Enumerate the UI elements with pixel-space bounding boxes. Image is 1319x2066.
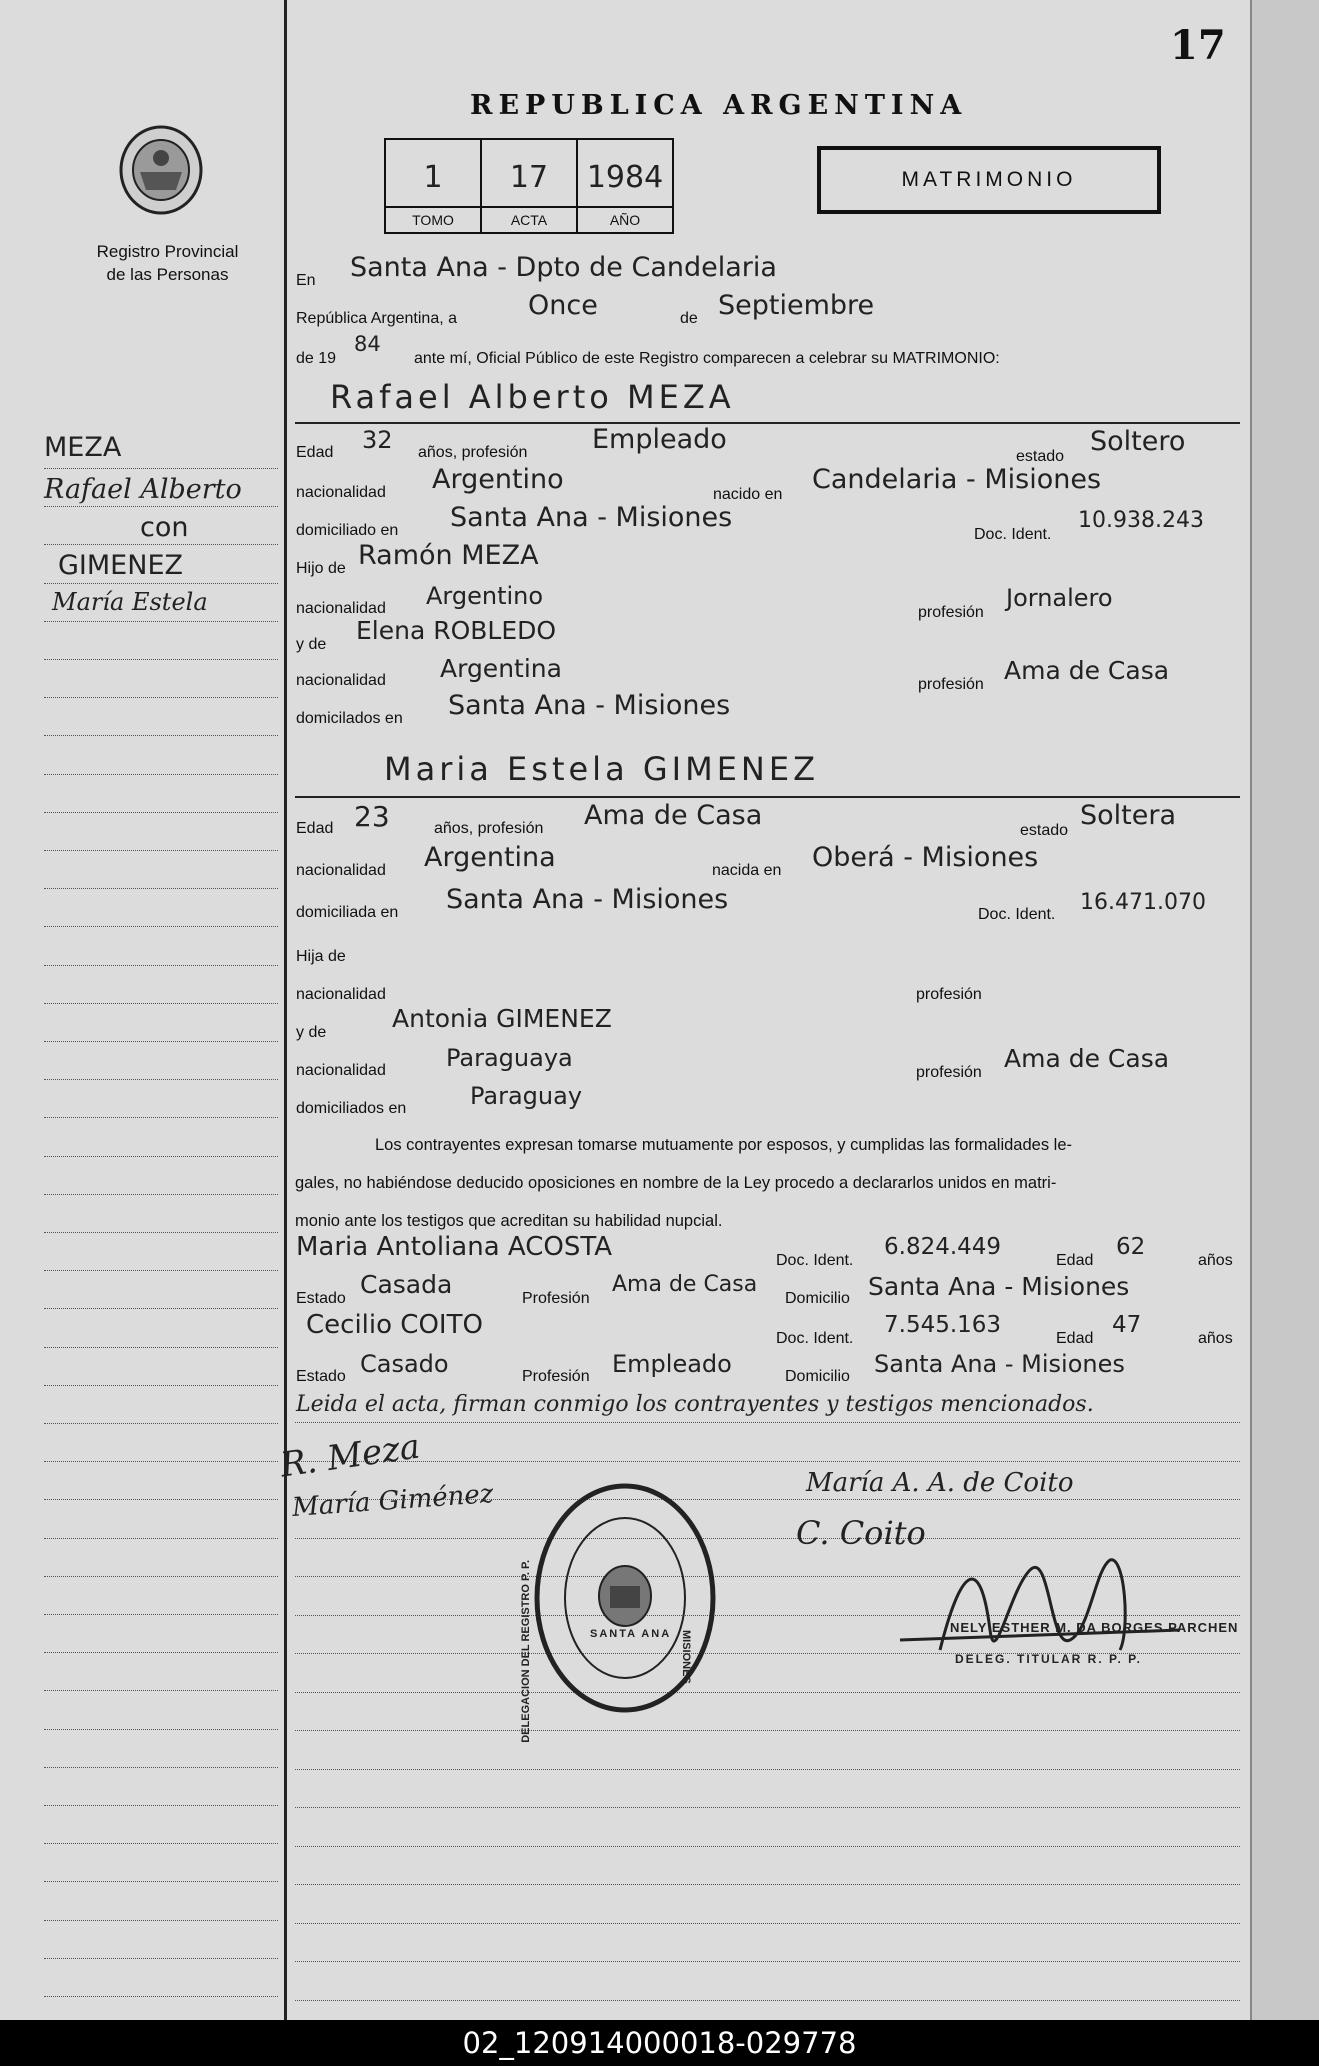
stamp-lower-text: SANTA ANA [590, 1628, 672, 1640]
margin-rule [44, 1690, 278, 1691]
margin-rule [44, 1270, 278, 1271]
margin-rule [44, 1232, 278, 1233]
groom-name: Rafael Alberto MEZA [330, 378, 735, 416]
groom-doc: 10.938.243 [1078, 508, 1204, 533]
bride-birthplace: Oberá - Misiones [812, 842, 1039, 873]
stamp-province: MISIONES [680, 1630, 692, 1684]
bride-doc: 16.471.070 [1080, 890, 1206, 915]
margin-note-line1: MEZA [44, 432, 122, 463]
label-nacionalidad-bride-father: nacionalidad [296, 986, 386, 1003]
form-rule [295, 2000, 1240, 2001]
bride-signature: María Giménez [291, 1479, 495, 1523]
label-nacionalidad-father: nacionalidad [296, 600, 386, 617]
witness2-age: 47 [1112, 1312, 1142, 1338]
year-suffix-value: 84 [354, 332, 381, 356]
label-anos-witness1: años [1198, 1252, 1233, 1269]
margin-rule [44, 1767, 278, 1768]
margin-rule [44, 1117, 278, 1118]
margin-rule [44, 1461, 278, 1462]
tomo-value: 1 [423, 160, 443, 195]
groom-nationality: Argentino [432, 464, 564, 495]
margin-rule [44, 1576, 278, 1577]
bride-mother-profession: Ama de Casa [1004, 1044, 1170, 1073]
label-edad-witness2: Edad [1056, 1330, 1094, 1347]
label-nacido-en: nacido en [713, 486, 783, 503]
bride-name-rule [295, 796, 1240, 798]
label-hija-de: Hija de [296, 948, 346, 965]
label-domicilados-en: domicilados en [296, 710, 403, 727]
margin-rule [44, 1423, 278, 1424]
label-anos-witness2: años [1198, 1330, 1233, 1347]
label-ante-mi: ante mí, Oficial Público de este Registro comparecen a celebrar su MATRIMONIO: [414, 350, 1000, 367]
groom-civil-status: Soltero [1090, 426, 1186, 457]
groom-residence: Santa Ana - Misiones [450, 502, 733, 533]
margin-rule [44, 812, 278, 813]
label-domicilio-witness1: Domicilio [785, 1290, 850, 1307]
label-edad-witness1: Edad [1056, 1252, 1094, 1269]
label-y-de-groom: y de [296, 636, 327, 653]
bride-civil-status: Soltera [1080, 800, 1177, 831]
bride-age: 23 [354, 800, 390, 833]
label-de-19: de 19 [296, 350, 337, 367]
margin-rule [44, 1079, 278, 1080]
label-estado-bride: estado [1020, 822, 1069, 839]
record-number-boxes [384, 138, 674, 234]
witness1-residence: Santa Ana - Misiones [868, 1272, 1130, 1301]
witness2-name: Cecilio COITO [306, 1310, 483, 1340]
margin-rule [44, 965, 278, 966]
groom-age: 32 [362, 426, 393, 454]
bride-nationality: Argentina [424, 842, 556, 873]
label-estado-witness2: Estado [296, 1368, 346, 1385]
label-estado-witness1: Estado [296, 1290, 346, 1307]
margin-rule [44, 544, 278, 545]
groom-name-rule [295, 422, 1240, 424]
margin-rule [44, 1843, 278, 1844]
witness1-age: 62 [1116, 1234, 1146, 1260]
witness2-signature: C. Coito [796, 1514, 926, 1552]
father-name: Ramón MEZA [358, 540, 539, 571]
acta-value: 17 [509, 160, 549, 195]
margin-rule [44, 926, 278, 927]
registry-line2: de las Personas [106, 265, 229, 284]
label-profesion-bride-father: profesión [916, 986, 982, 1003]
margin-rule [44, 1996, 278, 1997]
form-rule [295, 1422, 1240, 1423]
margin-rule [44, 1920, 278, 1921]
groom-parents-residence: Santa Ana - Misiones [448, 690, 731, 721]
place-value: Santa Ana - Dpto de Candelaria [350, 252, 777, 283]
margin-rule [44, 735, 278, 736]
margin-rule [44, 1538, 278, 1539]
provincial-seal-icon [118, 124, 204, 216]
label-y-de-bride: y de [296, 1024, 327, 1041]
margin-rule [44, 468, 278, 469]
margin-rule [44, 659, 278, 660]
margin-rule [44, 774, 278, 775]
groom-mother-profession: Ama de Casa [1004, 656, 1170, 685]
label-nacionalidad-mother: nacionalidad [296, 672, 386, 689]
acta-label: ACTA [482, 206, 576, 232]
registry-line1: Registro Provincial [96, 242, 239, 261]
form-rule [295, 1884, 1240, 1885]
form-rule [295, 1769, 1240, 1770]
margin-rule [44, 1385, 278, 1386]
margin-rule [44, 1958, 278, 1959]
record-type-box: MATRIMONIO [817, 146, 1161, 214]
form-rule [295, 1923, 1240, 1924]
label-doc-groom: Doc. Ident. [974, 526, 1052, 543]
label-nacida-en: nacida en [712, 862, 782, 879]
witness1-profession: Ama de Casa [612, 1272, 758, 1297]
margin-rule [44, 697, 278, 698]
label-nacionalidad-bride: nacionalidad [296, 862, 386, 879]
margin-rule [44, 1194, 278, 1195]
label-doc-bride: Doc. Ident. [978, 906, 1056, 923]
label-estado-groom: estado [1016, 448, 1065, 465]
groom-mother-nationality: Argentina [440, 654, 562, 683]
label-en: En [296, 272, 316, 289]
label-anos-profesion-bride: años, profesión [434, 820, 544, 837]
groom-mother-name: Elena ROBLEDO [356, 616, 557, 645]
bride-mother-nationality: Paraguaya [446, 1044, 573, 1072]
tomo-cell [386, 140, 482, 232]
registry-name [60, 240, 275, 286]
anio-value: 1984 [586, 160, 664, 195]
groom-profession: Empleado [592, 424, 727, 455]
label-domiciliado-en: domiciliado en [296, 522, 399, 539]
form-rule [295, 1961, 1240, 1962]
margin-rule [44, 1156, 278, 1157]
margin-rule [44, 1041, 278, 1042]
witness2-doc: 7.545.163 [884, 1312, 1002, 1338]
margin-divider [284, 0, 287, 2020]
label-profesion-witness2: Profesión [522, 1368, 590, 1385]
label-profesion-mother: profesión [918, 676, 984, 693]
label-domiciliada-en: domiciliada en [296, 904, 399, 921]
groom-birthplace: Candelaria - Misiones [812, 464, 1102, 495]
form-rule [295, 1692, 1240, 1693]
anio-cell [578, 140, 672, 232]
bride-name: Maria Estela GIMENEZ [384, 750, 819, 788]
form-rule [295, 1730, 1240, 1731]
page-edge [1250, 0, 1319, 2020]
margin-rule [44, 1881, 278, 1882]
document-title: REPUBLICA ARGENTINA [470, 90, 968, 121]
label-doc-witness1: Doc. Ident. [776, 1252, 854, 1269]
margin-rule [44, 1003, 278, 1004]
margin-rule [44, 1652, 278, 1653]
witness1-status: Casada [360, 1270, 453, 1299]
label-nacionalidad-bride-mother: nacionalidad [296, 1062, 386, 1079]
label-edad-groom: Edad [296, 444, 334, 461]
margin-note-line3: con [140, 512, 189, 543]
margin-rule [44, 621, 278, 622]
margin-rule [44, 1729, 278, 1730]
label-hijo-de: Hijo de [296, 560, 346, 577]
witness1-name: Maria Antoliana ACOSTA [296, 1232, 612, 1262]
label-doc-witness2: Doc. Ident. [776, 1330, 854, 1347]
official-name: NELY ESTHER M. DA BORGES PARCHEN [950, 1620, 1239, 1635]
label-domicilio-witness2: Domicilio [785, 1368, 850, 1385]
day-value: Once [528, 290, 598, 321]
witness1-signature: María A. A. de Coito [806, 1468, 1074, 1498]
margin-rule [44, 1347, 278, 1348]
acta-cell [482, 140, 578, 232]
form-rule [295, 1807, 1240, 1808]
bride-residence: Santa Ana - Misiones [446, 884, 729, 915]
month-value: Septiembre [718, 290, 875, 321]
label-nacionalidad-groom: nacionalidad [296, 484, 386, 501]
margin-rule [44, 1614, 278, 1615]
witness2-residence: Santa Ana - Misiones [874, 1350, 1125, 1378]
declaration-line3: monio ante los testigos que acreditan su habilidad nupcial. [295, 1212, 723, 1230]
father-nationality: Argentino [426, 582, 544, 610]
margin-rule [44, 583, 278, 584]
margin-rule [44, 1805, 278, 1806]
declaration-line2: gales, no habiéndose deducido oposiciones en nombre de la Ley procedo a declararlos unidos en matri- [295, 1174, 1057, 1192]
footer-id: 02_120914000018-029778 [0, 2020, 1319, 2066]
margin-note-line5: María Estela [52, 588, 208, 616]
label-profesion-bride-mother: profesión [916, 1064, 982, 1081]
bride-mother-name: Antonia GIMENEZ [392, 1004, 612, 1033]
witness2-profession: Empleado [612, 1350, 732, 1378]
form-rule [295, 1461, 1240, 1462]
stamp-outer-text: DELEGACION DEL REGISTRO P. P. [520, 1560, 532, 1743]
label-profesion-witness1: Profesión [522, 1290, 590, 1307]
closing-note: Leida el acta, firman conmigo los contrayentes y testigos mencionados. [296, 1392, 1094, 1417]
bride-parents-residence: Paraguay [470, 1082, 583, 1110]
label-domiciliados-en: domiciliados en [296, 1100, 407, 1117]
label-profesion-father: profesión [918, 604, 984, 621]
label-anos-profesion-groom: años, profesión [418, 444, 528, 461]
declaration-line1: Los contrayentes expresan tomarse mutuamente por esposos, y cumplidas las formalidades le- [375, 1136, 1073, 1154]
margin-rule [44, 888, 278, 889]
witness1-doc: 6.824.449 [884, 1234, 1002, 1260]
father-profession: Jornalero [1006, 584, 1113, 612]
form-rule [295, 1846, 1240, 1847]
label-edad-bride: Edad [296, 820, 334, 837]
tomo-label: TOMO [386, 206, 480, 232]
margin-rule [44, 506, 278, 507]
margin-rule [44, 850, 278, 851]
page-number: 17 [1170, 22, 1226, 69]
margin-note-line4: GIMENEZ [58, 550, 183, 581]
bride-profession: Ama de Casa [584, 800, 763, 831]
margin-note-line2: Rafael Alberto [44, 474, 242, 505]
groom-signature: R. Meza [277, 1426, 423, 1486]
label-de: de [680, 310, 698, 327]
margin-rule [44, 1308, 278, 1309]
witness2-status: Casado [360, 1350, 449, 1378]
margin-rule [44, 1499, 278, 1500]
anio-label: AÑO [578, 206, 672, 232]
label-republica: República Argentina, a [296, 310, 457, 327]
official-role: DELEG. TITULAR R. P. P. [955, 1652, 1142, 1666]
